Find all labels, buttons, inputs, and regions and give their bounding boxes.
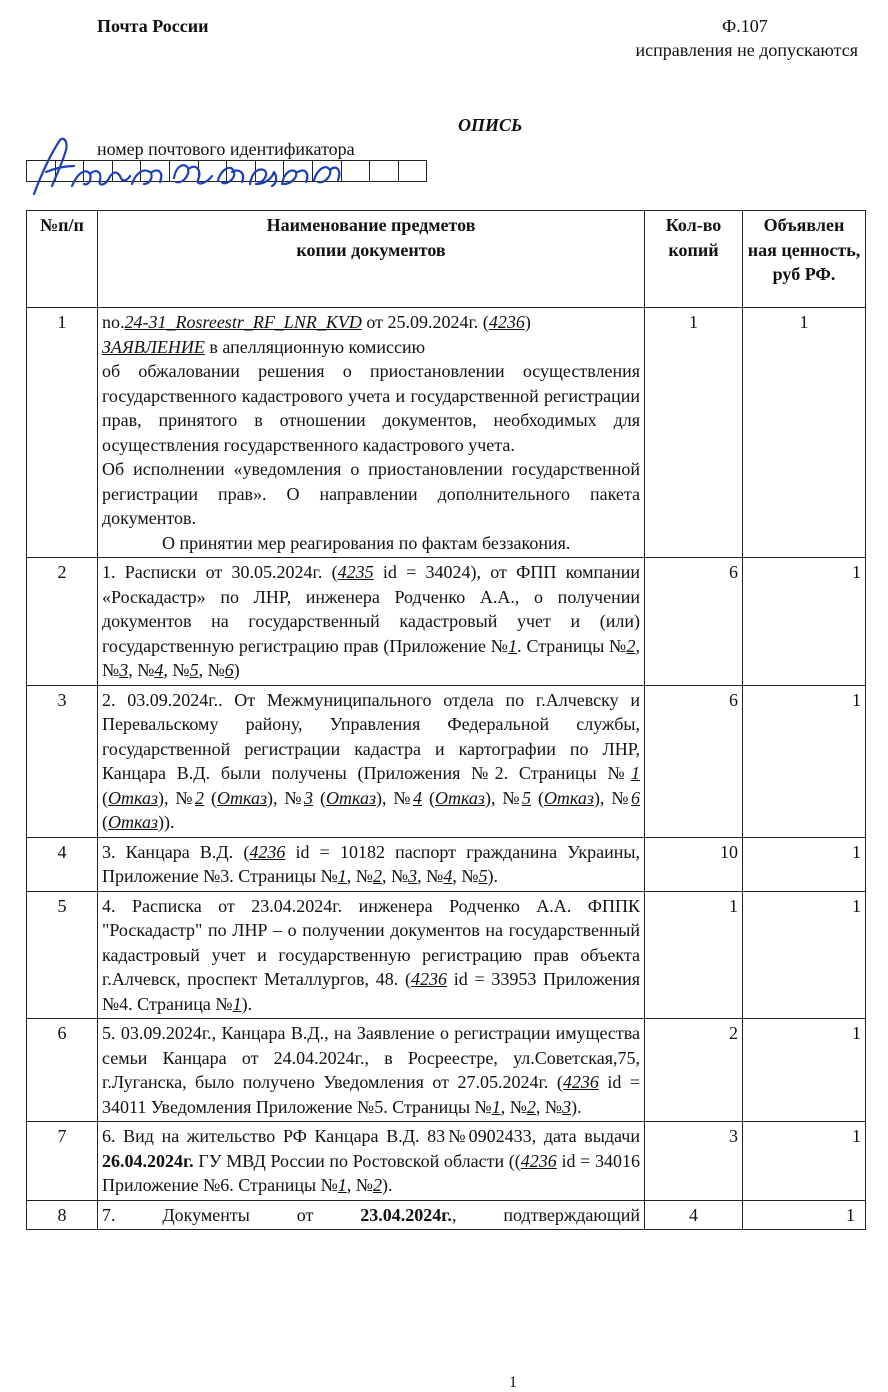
table-row bbox=[27, 685, 866, 837]
row-qty: 6 bbox=[645, 558, 743, 686]
header-qty: Кол-во копий bbox=[645, 211, 743, 308]
table-row bbox=[27, 1200, 866, 1230]
page-link[interactable]: 2 bbox=[372, 1175, 382, 1195]
page-number: 1 bbox=[509, 1374, 517, 1391]
handwritten-identifier bbox=[26, 128, 356, 200]
row-text-line: no.24-31_Rosreestr_RF_LNR_KVD от 25.09.2024г. (4236) bbox=[102, 312, 531, 332]
page-link[interactable]: 2 bbox=[372, 866, 382, 886]
identifier-box bbox=[399, 160, 428, 182]
doc-id-link[interactable]: 4235 bbox=[337, 562, 374, 582]
identifier-label: номер почтового идентификатора bbox=[97, 139, 355, 159]
page-link[interactable]: 1 bbox=[337, 1175, 347, 1195]
row-number: 2 bbox=[27, 558, 98, 686]
row-paragraph: об обжаловании решения о приостановлении осуществления государственного кадастрового учета и государственной регистрации прав, принятого в отношении документов, необходимых для осуществления государственного кадастрового учета. bbox=[102, 361, 640, 455]
page-link[interactable]: 1 bbox=[232, 993, 242, 1014]
row-number: 3 bbox=[27, 685, 98, 837]
row-qty: 1 bbox=[645, 308, 743, 558]
refusal-link[interactable]: Отказ bbox=[108, 812, 158, 832]
row-paragraph: О принятии мер реагирования по фактам беззакония. bbox=[162, 532, 571, 553]
page-link[interactable]: 5 bbox=[189, 660, 199, 680]
row-value: 1 bbox=[743, 837, 866, 891]
document-link[interactable]: 24-31_Rosreestr_RF_LNR_KVD bbox=[124, 312, 362, 332]
row-number: 8 bbox=[27, 1200, 98, 1230]
page-link[interactable]: 4 bbox=[154, 660, 164, 680]
table-row bbox=[27, 891, 866, 1019]
row-description: 5. 03.09.2024г., Канцара В.Д., на Заявление о регистрации имущества семьи Канцара от 24.04.2024г., в Росреестре, ул.Советская,75, г.Луганска, было получено Уведомления от 27.05.2024г. (4236 id = 34011 Уведомления Приложение №5. Страницы №1, №2, №3). bbox=[98, 1019, 645, 1122]
row-qty: 6 bbox=[645, 685, 743, 837]
page-link[interactable]: 2 bbox=[626, 635, 636, 656]
refusal-link[interactable]: Отказ bbox=[108, 787, 158, 808]
row-description: 1. Расписки от 30.05.2024г. (4235 id = 34024), от ФПП компании «Роскадастр» по ЛНР, инженера Родченко А.А., о получении документов на государственный кадастровый учет и (или) государственную регистрацию прав (Приложение №1. Страницы №2, №3, №4, №5, №6) bbox=[98, 558, 645, 686]
page-link[interactable]: 6 bbox=[224, 660, 234, 680]
row-description: 4. Расписка от 23.04.2024г. инженера Родченко А.А. ФППК "Роскадастр" по ЛНР – о получении документов на государственный кадастровый учет и государственную регистрацию прав объекта г.Алчевск, проспект Металлургов, 48. (4236 id = 33953 Приложения №4. Страница №1). bbox=[98, 891, 645, 1019]
doc-id-link[interactable]: 4236 bbox=[488, 312, 525, 332]
row-description: 6. Вид на жительство РФ Канцара В.Д. 83№0902433, дата выдачи 26.04.2024г. ГУ МВД России по Ростовской области ((4236 id = 34016 Приложение №6. Страницы №1, №2). bbox=[98, 1122, 645, 1201]
identifier-box bbox=[370, 160, 399, 182]
row-text-line: ЗАЯВЛЕНИЕ в апелляционную комиссию bbox=[102, 336, 426, 357]
row-number: 7 bbox=[27, 1122, 98, 1201]
row-value: 1 bbox=[743, 1122, 866, 1201]
table-row bbox=[27, 1122, 866, 1201]
appendix-link[interactable]: 1 bbox=[508, 635, 518, 656]
refusal-link[interactable]: Отказ bbox=[434, 787, 485, 808]
doc-id-link[interactable]: 4236 bbox=[520, 1150, 557, 1171]
page-link[interactable]: 4 bbox=[413, 787, 423, 808]
document-title: ОПИСЬ bbox=[458, 115, 523, 135]
page-link[interactable]: 3 bbox=[304, 787, 314, 808]
row-description: 7. Документы от 23.04.2024г., подтверждающий bbox=[98, 1200, 645, 1230]
no-corrections-note: исправления не допускаются bbox=[635, 40, 858, 60]
page-link[interactable]: 5 bbox=[478, 866, 488, 886]
doc-id-link[interactable]: 4236 bbox=[249, 841, 286, 862]
table-header-row bbox=[27, 211, 866, 308]
doc-id-link[interactable]: 4236 bbox=[410, 969, 447, 989]
row-value: 1 bbox=[743, 891, 866, 1019]
page-link[interactable]: 1 bbox=[491, 1096, 501, 1117]
post-office-name: Почта России bbox=[97, 16, 209, 36]
row-number: 4 bbox=[27, 837, 98, 891]
row-qty: 4 bbox=[645, 1200, 743, 1230]
page-link[interactable]: 3 bbox=[408, 866, 418, 886]
row-paragraph: Об исполнении «уведомления о приостановлении государственной регистрации прав». О направлении дополнительного пакета документов. bbox=[102, 459, 640, 528]
page-link[interactable]: 1 bbox=[337, 866, 347, 886]
row-value: 1 bbox=[743, 558, 866, 686]
page-link[interactable]: 2 bbox=[526, 1096, 536, 1117]
row-value: 1 bbox=[743, 1200, 866, 1230]
page-link[interactable]: 3 bbox=[562, 1096, 572, 1117]
page-link[interactable]: 3 bbox=[119, 660, 129, 680]
header-name: Наименование предметов копии документов bbox=[98, 211, 645, 308]
page-link[interactable]: 2 bbox=[195, 787, 205, 808]
page-link[interactable]: 6 bbox=[630, 787, 640, 808]
row-description bbox=[98, 308, 645, 558]
form-number: Ф.107 bbox=[722, 16, 768, 36]
row-qty: 10 bbox=[645, 837, 743, 891]
refusal-link[interactable]: Отказ bbox=[216, 787, 267, 808]
table-row bbox=[27, 837, 866, 891]
page-link[interactable]: 5 bbox=[522, 787, 531, 808]
doc-id-link[interactable]: 4236 bbox=[562, 1072, 599, 1092]
row-number: 6 bbox=[27, 1019, 98, 1122]
refusal-link[interactable]: Отказ bbox=[325, 787, 376, 808]
row-value: 1 bbox=[743, 308, 866, 558]
table-row bbox=[27, 558, 866, 686]
refusal-link[interactable]: Отказ bbox=[543, 787, 594, 808]
page-link[interactable]: 4 bbox=[443, 866, 453, 886]
row-value: 1 bbox=[743, 1019, 866, 1122]
row-description: 3. Канцара В.Д. (4236 id = 10182 паспорт гражданина Украины, Приложение №3. Страницы №1, №2, №3, №4, №5). bbox=[98, 837, 645, 891]
header-value: Объявлен ная ценность, руб РФ. bbox=[743, 211, 866, 308]
row-qty: 3 bbox=[645, 1122, 743, 1201]
row-value: 1 bbox=[743, 685, 866, 837]
inventory-table bbox=[26, 210, 866, 1230]
statement-link[interactable]: ЗАЯВЛЕНИЕ bbox=[102, 336, 205, 357]
page-link[interactable]: 1 bbox=[631, 763, 640, 783]
table-row bbox=[27, 308, 866, 558]
row-number: 1 bbox=[27, 308, 98, 558]
header-num: №п/п bbox=[27, 211, 98, 308]
row-description: 2. 03.09.2024г.. От Межмуниципального отдела по г.Алчевску и Перевальскому району, Управления Федеральной службы, государственной регистрации кадастра и картографии по ЛНР, Канцара В.Д. были получены (Приложения №2. Страницы №1 (Отказ), №2 (Отказ), №3 (Отказ), №4 (Отказ), №5 (Отказ), №6 (Отказ)). bbox=[98, 685, 645, 837]
row-qty: 2 bbox=[645, 1019, 743, 1122]
table-row bbox=[27, 1019, 866, 1122]
row-qty: 1 bbox=[645, 891, 743, 1019]
row-number: 5 bbox=[27, 891, 98, 1019]
